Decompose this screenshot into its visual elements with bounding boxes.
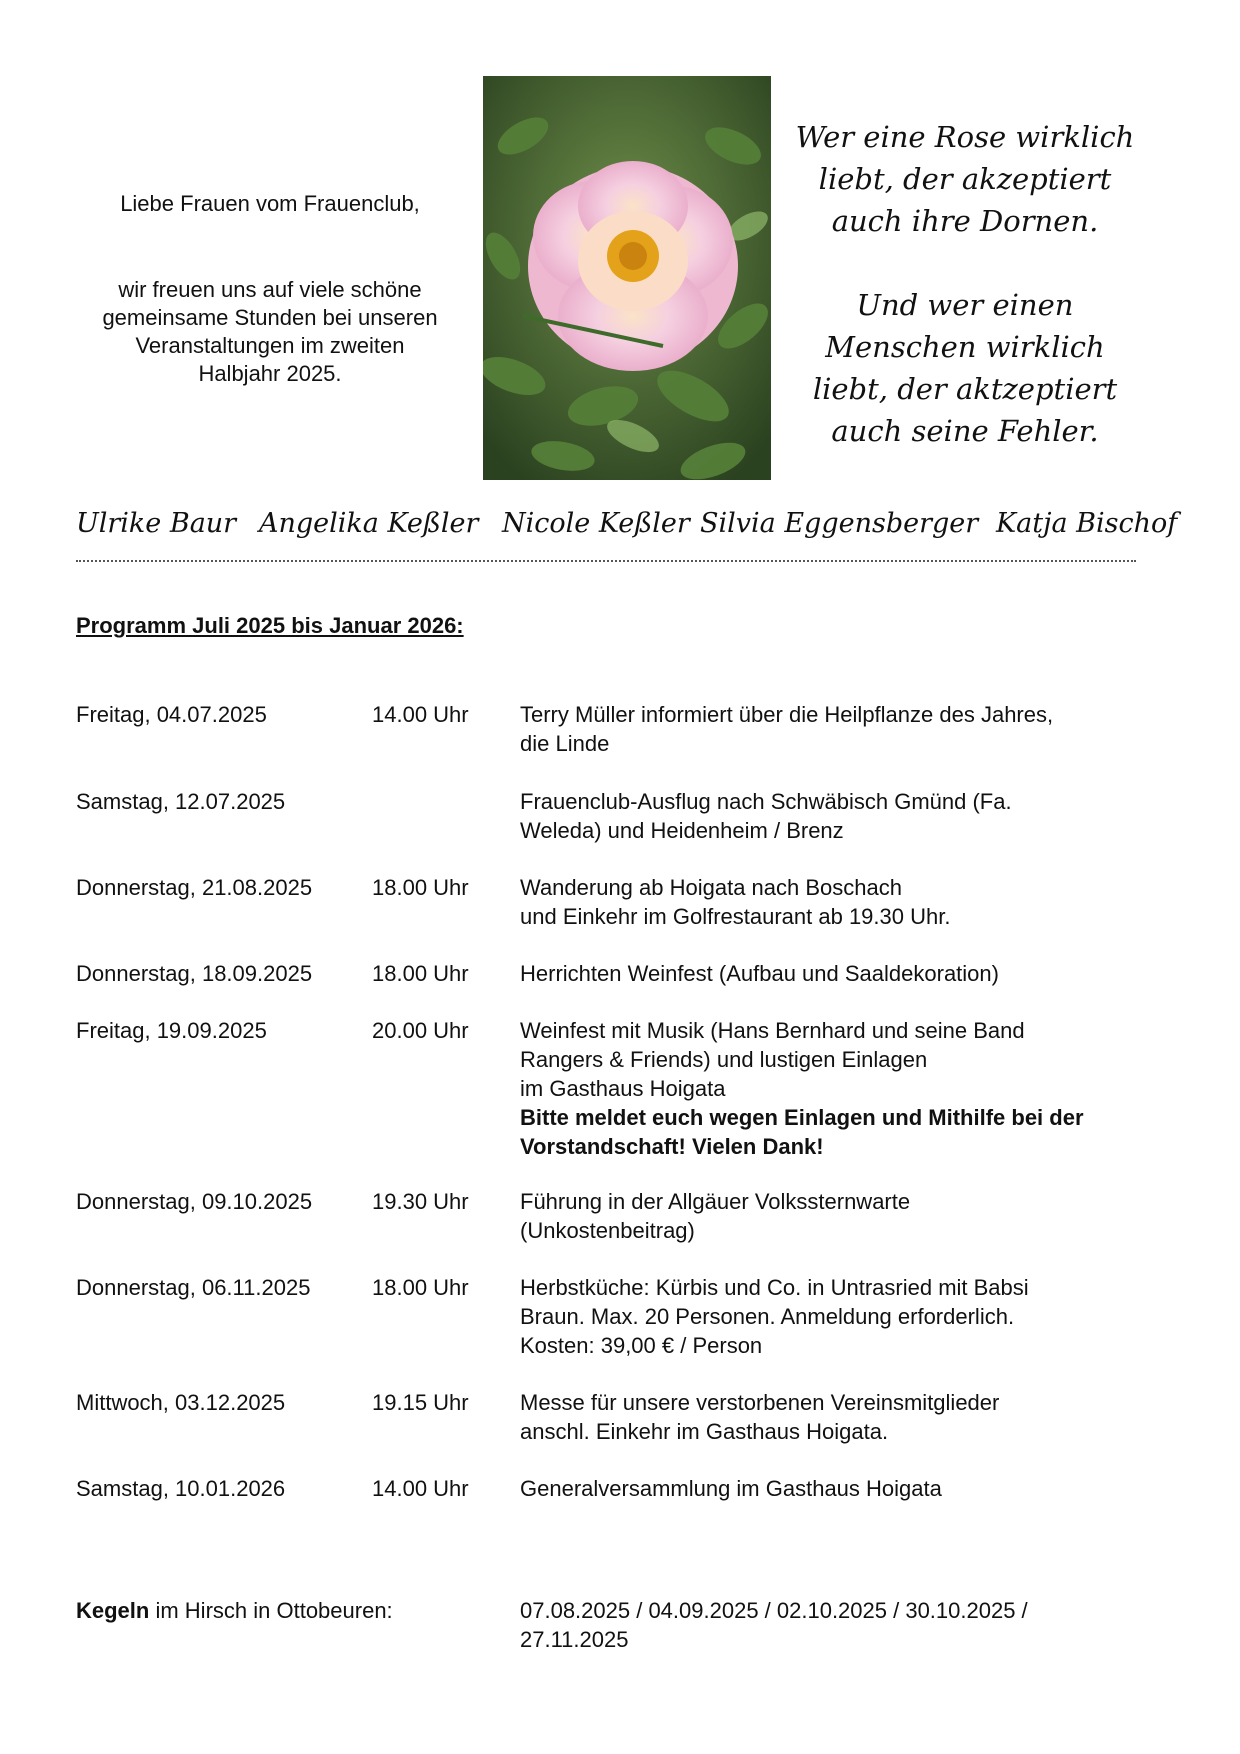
- dotted-divider: [76, 560, 1136, 562]
- greeting-line: wir freuen uns auf viele schöne: [118, 277, 422, 302]
- greeting-body: [60, 276, 480, 388]
- quote-line: liebt, der aktzeptiert: [812, 372, 1118, 406]
- greeting-salutation: Liebe Frauen vom Frauenclub,: [120, 191, 420, 216]
- quote-line: [765, 242, 1165, 284]
- event-date: Freitag, 04.07.2025: [76, 702, 267, 727]
- event-time: 19.15 Uhr: [372, 1390, 469, 1415]
- event-date: Samstag, 12.07.2025: [76, 789, 286, 814]
- event-description: [520, 1016, 1180, 1161]
- event-description: [520, 1187, 1180, 1245]
- event-description: [520, 873, 1180, 931]
- quote-line: auch ihre Dornen.: [831, 204, 1099, 238]
- event-date: Freitag, 19.09.2025: [76, 1018, 267, 1043]
- quote-line: Menschen wirklich: [825, 330, 1105, 364]
- event-date: Donnerstag, 09.10.2025: [76, 1189, 313, 1214]
- greeting-line: gemeinsame Stunden bei unseren: [102, 305, 438, 330]
- signature: Katja Bischof: [996, 508, 1178, 539]
- signature: Ulrike Baur: [76, 508, 237, 539]
- kegeln-date-line: 07.08.2025 / 04.09.2025 / 02.10.2025 / 30.10.2025 /: [520, 1598, 1028, 1623]
- event-time: 18.00 Uhr: [372, 1275, 469, 1300]
- event-description: [520, 1273, 1180, 1360]
- event-description: [520, 959, 1180, 988]
- event-line: anschl. Einkehr im Gasthaus Hoigata.: [520, 1419, 889, 1444]
- event-line: Messe für unsere verstorbenen Vereinsmitglieder: [520, 1390, 1000, 1415]
- event-line: Kosten: 39,00 € / Person: [520, 1333, 763, 1358]
- event-line: Frauenclub-Ausflug nach Schwäbisch Gmünd (Fa.: [520, 789, 1012, 814]
- event-line: Braun. Max. 20 Personen. Anmeldung erforderlich.: [520, 1304, 1015, 1329]
- event-date: Mittwoch, 03.12.2025: [76, 1390, 286, 1415]
- event-date: Donnerstag, 18.09.2025: [76, 961, 313, 986]
- kegeln-dates: [520, 1596, 1140, 1654]
- event-date: Samstag, 10.01.2026: [76, 1476, 286, 1501]
- event-time: 18.00 Uhr: [372, 875, 469, 900]
- event-time: 18.00 Uhr: [372, 961, 469, 986]
- event-line: (Unkostenbeitrag): [520, 1218, 695, 1243]
- signatures: [76, 508, 1186, 558]
- event-line: Rangers & Friends) und lustigen Einlagen: [520, 1047, 928, 1072]
- event-description: [520, 1388, 1180, 1446]
- event-line: im Gasthaus Hoigata: [520, 1076, 726, 1101]
- event-line: und Einkehr im Golfrestaurant ab 19.30 Uhr.: [520, 904, 951, 929]
- event-time: 14.00 Uhr: [372, 702, 469, 727]
- event-line: Wanderung ab Hoigata nach Boschach: [520, 875, 902, 900]
- event-line: Generalversammlung im Gasthaus Hoigata: [520, 1476, 942, 1501]
- event-time: 14.00 Uhr: [372, 1476, 469, 1501]
- quote-line: Und wer einen: [856, 288, 1074, 322]
- event-line: Herrichten Weinfest (Aufbau und Saaldekoration): [520, 961, 999, 986]
- event-notice-line: Vorstandschaft! Vielen Dank!: [520, 1134, 824, 1159]
- event-time: 20.00 Uhr: [372, 1018, 469, 1043]
- kegeln-label-rest: im Hirsch in Ottobeuren:: [149, 1598, 393, 1623]
- event-line: Weleda) und Heidenheim / Brenz: [520, 818, 844, 843]
- event-date: Donnerstag, 06.11.2025: [76, 1275, 311, 1300]
- event-date: Donnerstag, 21.08.2025: [76, 875, 313, 900]
- kegeln-date-line: 27.11.2025: [520, 1627, 629, 1652]
- kegeln-label-bold: Kegeln: [76, 1598, 150, 1623]
- event-notice-line: Bitte meldet euch wegen Einlagen und Mithilfe bei der: [520, 1105, 1084, 1130]
- event-line: Herbstküche: Kürbis und Co. in Untrasried mit Babsi: [520, 1275, 1029, 1300]
- event-line: Führung in der Allgäuer Volkssternwarte: [520, 1189, 911, 1214]
- event-description: [520, 1474, 1180, 1503]
- quote-line: liebt, der akzeptiert: [818, 162, 1112, 196]
- event-line: Terry Müller informiert über die Heilpflanze des Jahres,: [520, 702, 1054, 727]
- signature: Silvia Eggensberger: [700, 508, 979, 539]
- event-line: Weinfest mit Musik (Hans Bernhard und seine Band: [520, 1018, 1025, 1043]
- rose-illustration: [483, 76, 771, 480]
- quote-line: Wer eine Rose wirklich: [795, 120, 1135, 154]
- event-description: [520, 700, 1180, 758]
- signature: Angelika Keßler: [259, 508, 479, 539]
- event-line: die Linde: [520, 731, 610, 756]
- rose-photo: [483, 76, 771, 480]
- greeting-line: Veranstaltungen im zweiten: [135, 333, 405, 358]
- signature: Nicole Keßler: [502, 508, 690, 539]
- greeting-line: Halbjahr 2025.: [198, 361, 342, 386]
- quote-line: auch seine Fehler.: [831, 414, 1099, 448]
- rose-quote: [765, 116, 1165, 452]
- kegeln-label: [76, 1596, 393, 1625]
- program-heading: Programm Juli 2025 bis Januar 2026:: [76, 613, 464, 638]
- event-time: 19.30 Uhr: [372, 1189, 469, 1214]
- event-description: [520, 787, 1180, 845]
